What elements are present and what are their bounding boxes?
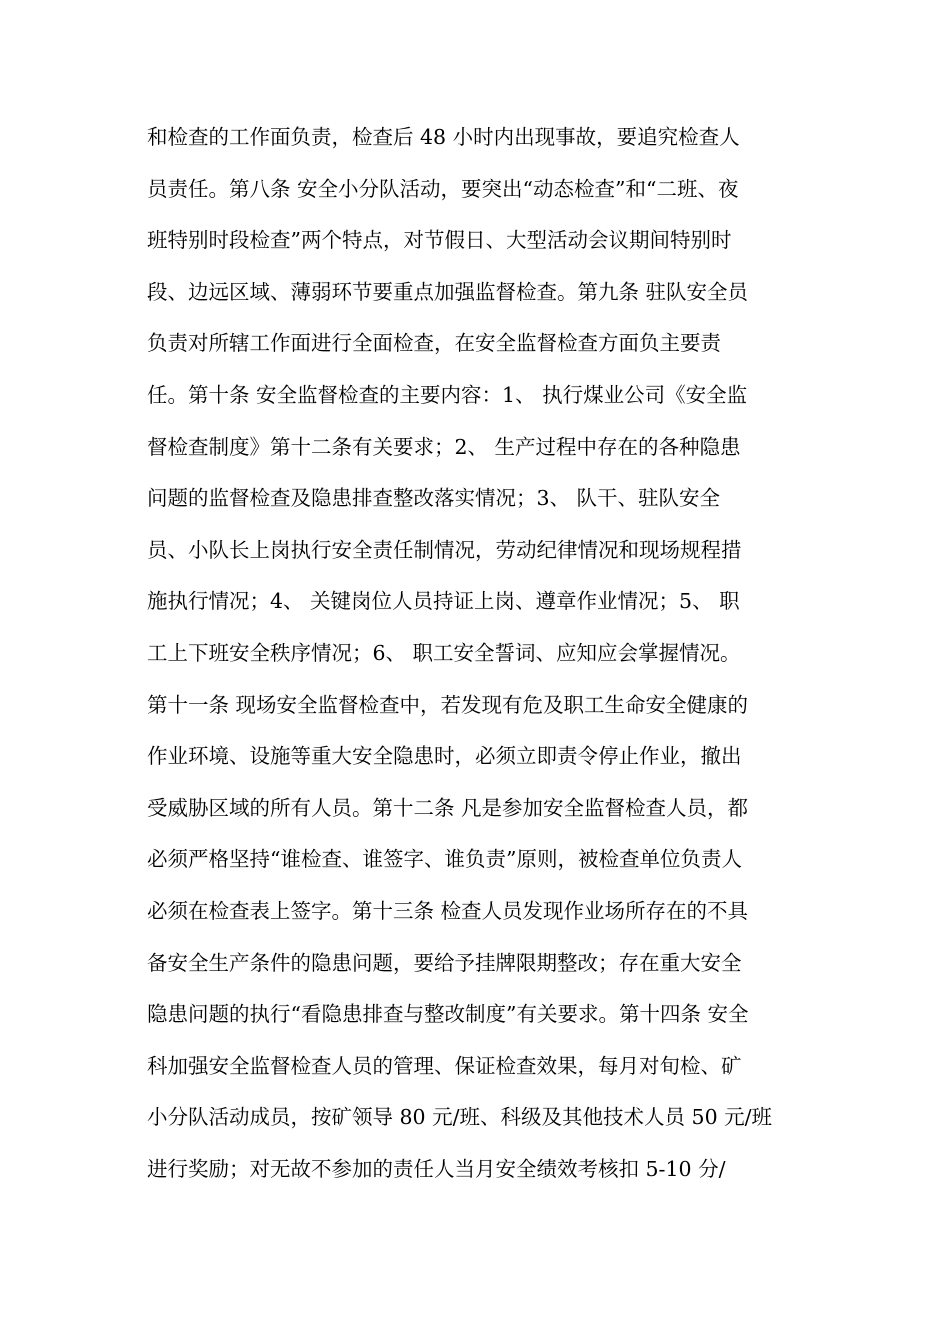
text-line: 段、边远区域、薄弱环节要重点加强监督检查。第九条 驻队安全员 [147,279,749,304]
text-line: 备安全生产条件的隐患问题，要给予挂牌限期整改；存在重大安全 [147,950,742,975]
body-text [147,117,827,1200]
text-line: 第十一条 现场安全监督检查中，若发现有危及职工生命安全健康的 [147,692,749,717]
text-line: 任。第十条 安全监督检查的主要内容：1、 执行煤业公司《安全监 [147,382,748,407]
text-line: 班特别时段检查”两个特点，对节假日、大型活动会议期间特别时 [147,228,732,253]
text-line: 受威胁区域的所有人员。第十二条 凡是参加安全监督检查人员，都 [147,795,749,820]
text-line: 作业环境、设施等重大安全隐患时，必须立即责令停止作业，撤出 [147,744,742,769]
text-line: 施执行情况；4、 关键岗位人员持证上岗、遵章作业情况；5、 职 [147,589,740,614]
text-line: 科加强安全监督检查人员的管理、保证检查效果，每月对旬检、矿 [147,1053,742,1078]
text-line: 必须在检查表上签字。第十三条 检查人员发现作业场所存在的不具 [147,898,749,923]
text-line: 督检查制度》第十二条有关要求；2、 生产过程中存在的各种隐患 [147,434,741,459]
text-line: 隐患问题的执行“看隐患排查与整改制度”有关要求。第十四条 安全 [147,1002,749,1027]
text-line: 问题的监督检查及隐患排查整改落实情况；3、 队干、驻队安全 [147,486,721,511]
text-line: 员、小队长上岗执行安全责任制情况，劳动纪律情况和现场规程措 [147,537,742,562]
text-line: 工上下班安全秩序情况；6、 职工安全誓词、应知应会掌握情况。 [147,640,741,665]
text-line: 进行奖励；对无故不参加的责任人当月安全绩效考核扣 5-10 分/ [147,1156,726,1181]
text-line: 必须严格坚持“谁检查、谁签字、谁负责”原则，被检查单位负责人 [147,847,742,872]
text-line: 和检查的工作面负责，检查后 48 小时内出现事故，要追究检查人 [147,125,740,149]
text-line: 员责任。第八条 安全小分队活动，要突出“动态检查”和“二班、夜 [147,176,739,201]
text-line: 负责对所辖工作面进行全面检查，在安全监督检查方面负主要责 [147,331,721,356]
text-line: 小分队活动成员，按矿领导 80 元/班、科级及其他技术人员 50 元/班 [147,1105,773,1130]
